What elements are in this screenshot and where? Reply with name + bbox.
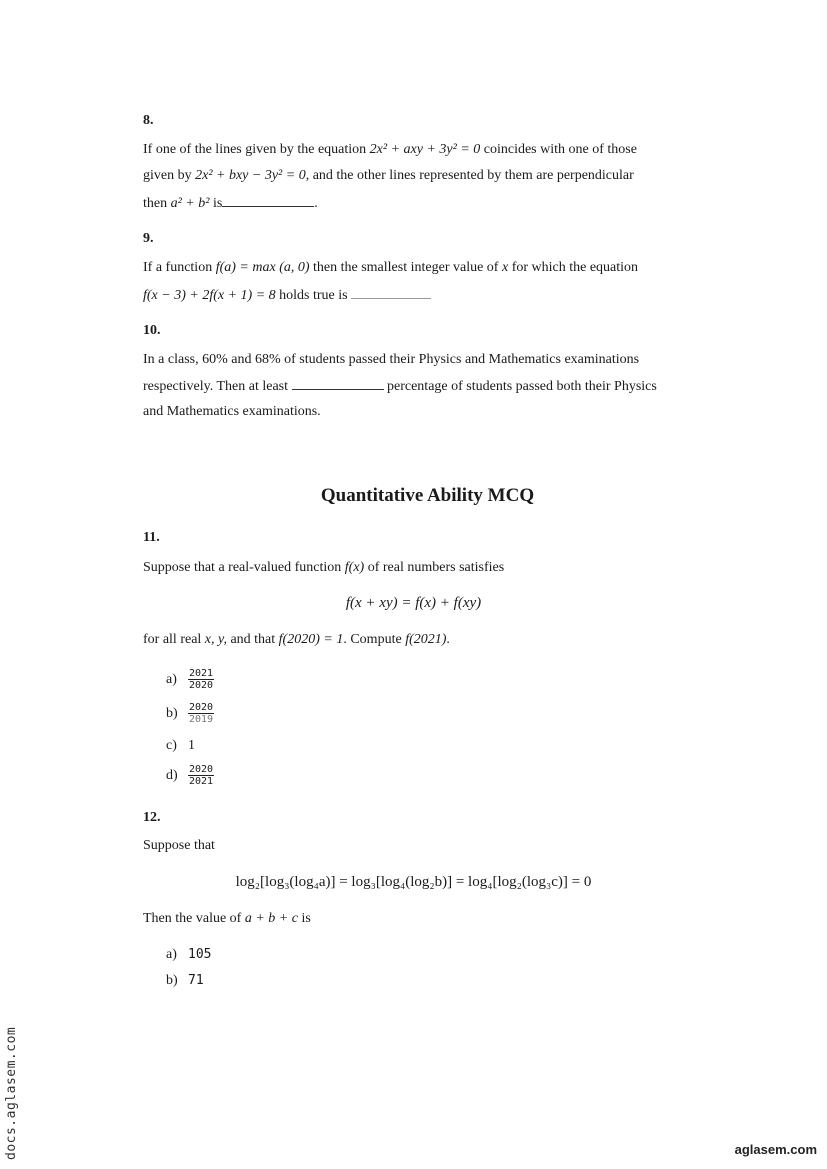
answer-blank (292, 378, 384, 390)
option-11-c (166, 738, 195, 754)
text: . (314, 196, 318, 211)
text: given by (143, 168, 196, 183)
option-label: c) (166, 738, 177, 753)
text: If one of the lines given by the equation (143, 142, 370, 157)
text: . Compute (343, 632, 406, 647)
section-heading: Quantitative Ability MCQ (320, 485, 535, 506)
question-11-follow (143, 632, 450, 648)
option-value: 1 (188, 738, 195, 753)
option-label: b) (166, 973, 178, 988)
option-value: 71 (188, 973, 204, 988)
math: x (501, 260, 509, 275)
text: respectively. Then at least (143, 379, 292, 394)
math: f(2020) = 1 (278, 632, 344, 647)
option-label: a) (166, 947, 177, 962)
math: 2x² + axy + 3y² = 0 (369, 142, 481, 157)
numerator: 2020 (189, 764, 214, 775)
question-10-line-1 (143, 352, 639, 368)
question-12-follow (143, 911, 311, 927)
question-12-number: 12. (143, 810, 161, 825)
text: for all real (143, 632, 205, 647)
option-12-b (166, 973, 204, 989)
fraction (188, 702, 214, 725)
question-9-number: 9. (143, 231, 154, 246)
text: is (209, 196, 223, 211)
text: Suppose that (143, 838, 215, 853)
answer-blank (222, 195, 314, 207)
question-12-equation (0, 874, 827, 891)
denominator: 2020 (189, 680, 214, 691)
option-label: b) (166, 705, 178, 721)
question-10-line-3 (143, 404, 321, 420)
denominator: 2021 (189, 776, 214, 787)
numerator: 2020 (189, 702, 214, 713)
corner-watermark: aglasem.com (734, 1142, 817, 1157)
question-12-intro (143, 838, 215, 854)
option-label: a) (166, 671, 177, 687)
option-11-d (166, 764, 214, 787)
text: and Mathematics examinations. (143, 404, 321, 419)
question-9-line-2 (143, 287, 431, 304)
question-9-line-1 (143, 260, 638, 276)
text: and that (226, 632, 279, 647)
option-11-b (166, 702, 214, 725)
math: f(x) (344, 560, 365, 575)
question-8-line-3 (143, 195, 318, 212)
math: f(x − 3) + 2f(x + 1) = 8 (143, 288, 276, 303)
math: log₂[log₃(log₄a)] = log₃[log₄(log₂b)] = log₄[log₂(log₃c)] = 0 (235, 874, 592, 890)
text: . (446, 632, 450, 647)
question-11-number: 11. (143, 530, 160, 545)
text: In a class, 60% and 68% of students passed their Physics and Mathematics examinations (143, 352, 640, 367)
math: f(x + xy) = f(x) + f(xy) (345, 595, 482, 611)
math: x, y, (204, 632, 227, 647)
option-12-a (166, 947, 211, 963)
question-8-line-2 (143, 168, 634, 184)
question-10-line-2 (143, 378, 657, 395)
question-8-line-1 (143, 142, 637, 158)
text: Then the value of (143, 911, 245, 926)
text: of real numbers satisfies (364, 560, 505, 575)
fraction (188, 668, 214, 691)
math: a + b + c (244, 911, 298, 926)
numerator: 2021 (189, 668, 214, 679)
question-11-equation (0, 595, 827, 612)
option-11-a (166, 668, 214, 691)
option-label: d) (166, 767, 178, 783)
text: coincides with one of those (480, 142, 637, 157)
answer-blank (351, 287, 431, 299)
math: f(2021) (405, 632, 447, 647)
denominator: 2019 (189, 714, 214, 725)
text: If a function (143, 260, 216, 275)
text: then the smallest integer value of (309, 260, 502, 275)
text: , and the other lines represented by them are perpendicular (305, 168, 634, 183)
math: 2x² + bxy − 3y² = 0 (195, 168, 306, 183)
side-watermark: docs.aglasem.com (4, 1026, 19, 1160)
text: then (143, 196, 171, 211)
text: Suppose that a real-valued function (143, 560, 345, 575)
math: f(a) = max (a, 0) (215, 260, 310, 275)
question-11-intro (143, 560, 504, 576)
option-value: 105 (188, 947, 212, 962)
fraction (188, 764, 214, 787)
question-10-number: 10. (143, 323, 161, 338)
text: percentage of students passed both their Physics (383, 379, 657, 394)
text: holds true is (275, 288, 352, 303)
math: a² + b² (170, 196, 210, 211)
question-8-number: 8. (143, 113, 154, 128)
text: is (297, 911, 311, 926)
text: for which the equation (508, 260, 639, 275)
